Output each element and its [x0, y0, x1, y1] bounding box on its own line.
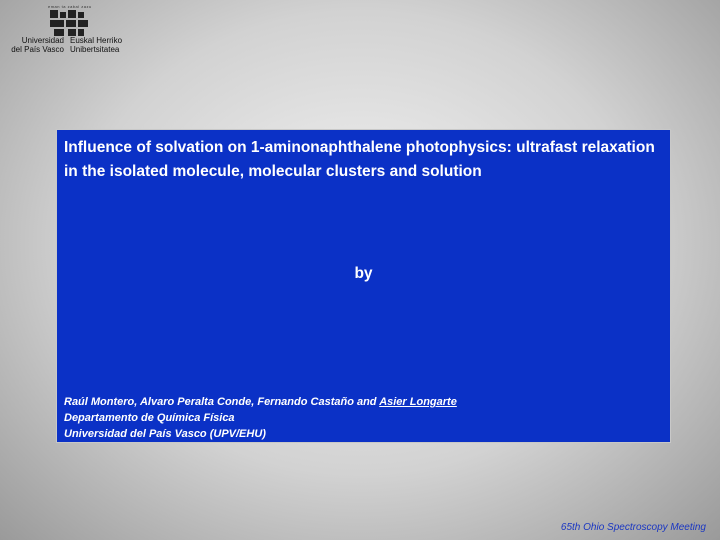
authors-main: Raúl Montero, Alvaro Peralta Conde, Fernando Castaño and: [64, 396, 380, 408]
meeting-footer: 65th Ohio Spectroscopy Meeting: [560, 522, 706, 533]
by-label: by: [354, 265, 373, 282]
author-block: [64, 394, 664, 442]
logo-basque-name: Euskal Herriko Unibertsitatea: [70, 36, 123, 54]
author-list: [64, 394, 664, 410]
presenting-author: Asier Longarte: [379, 396, 457, 408]
slide-title: Influence of solvation on 1-aminonaphthalene photophysics: ultrafast relaxation in the isolated molecule, molecular clusters and solution: [64, 139, 655, 180]
title-panel: [56, 129, 671, 443]
university-logo: [6, 4, 124, 56]
logo-spanish-name: Universidad del País Vasco: [11, 36, 64, 54]
department-name: Departamento de Química Física: [64, 412, 235, 424]
university-name: Universidad del País Vasco (UPV/EHU): [64, 428, 266, 440]
university-emblem-icon: [50, 10, 90, 36]
logo-motto: eman ta zabal zazu: [48, 4, 92, 9]
